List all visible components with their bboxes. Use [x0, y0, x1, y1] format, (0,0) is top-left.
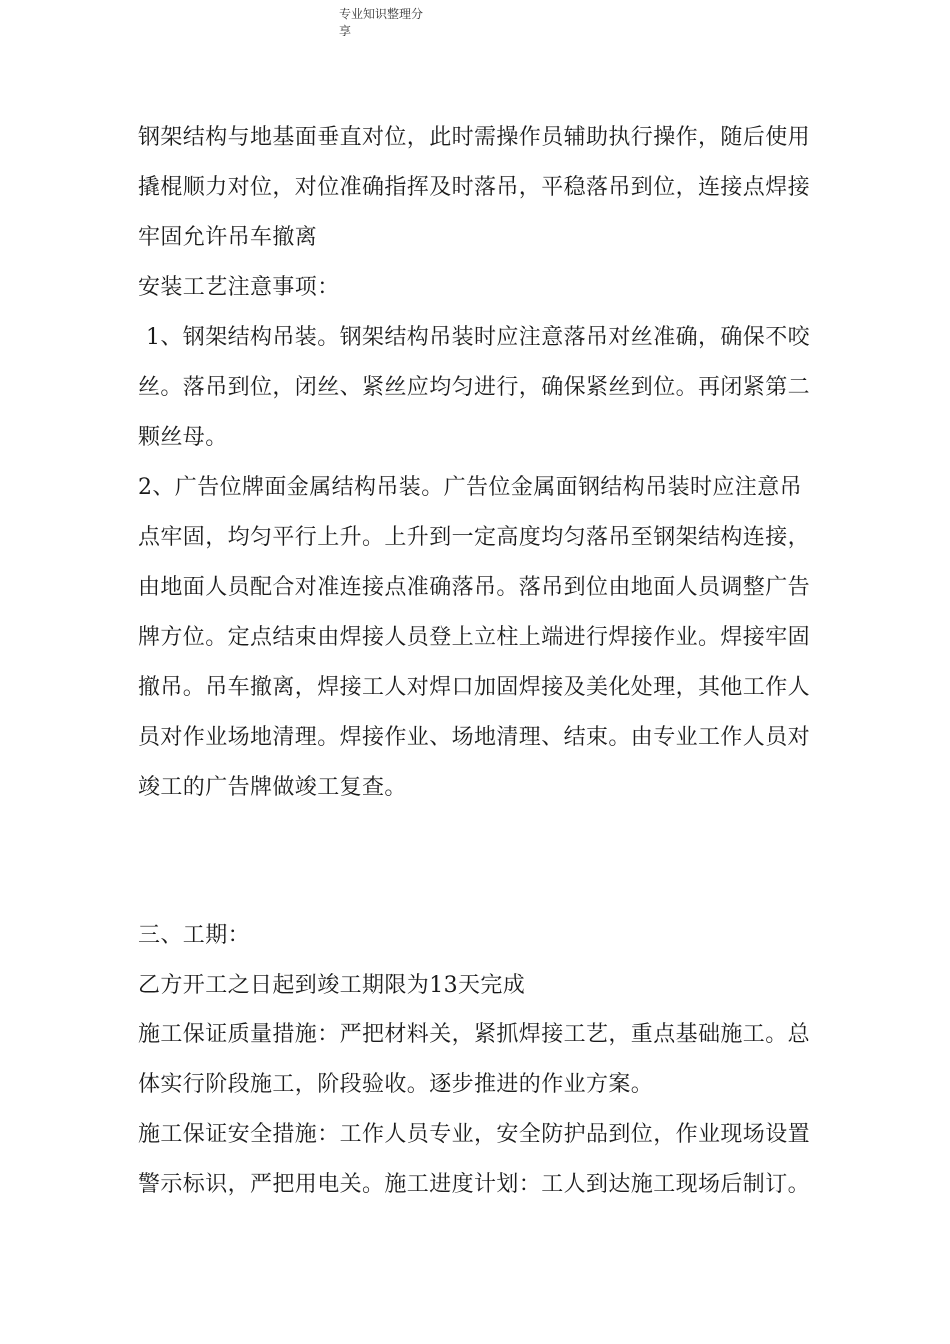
quality-line-2: 体实行阶段施工，阶段验收。逐步推进的作业方案。 — [138, 1072, 654, 1097]
item-2-line-7: 竣工的广告牌做竣工复查。 — [138, 775, 407, 800]
quality-line-1: 施工保证质量措施：严把材料关，紧抓焊接工艺，重点基础施工。总 — [138, 1022, 811, 1047]
safety-line-2: 警示标识，严把用电关。施工进度计划：工人到达施工现场后制订。 — [138, 1172, 811, 1197]
notes-heading: 安装工艺注意事项： — [138, 275, 340, 300]
period-text: 乙方开工之日起到竣工期限为13天完成 — [138, 973, 526, 998]
section-3-heading: 三、工期： — [138, 923, 251, 948]
item-2-line-4: 牌方位。定点结束由焊接人员登上立柱上端进行焊接作业。焊接牢固 — [138, 625, 811, 650]
paragraph-1-line-1: 钢架结构与地基面垂直对位，此时需操作员辅助执行操作，随后使用 — [138, 125, 811, 150]
item-2-line-2: 点牢固，均匀平行上升。上升到一定高度均匀落吊至钢架结构连接， — [138, 525, 811, 550]
item-1-line-2: 丝。落吊到位，闭丝、紧丝应均匀进行，确保紧丝到位。再闭紧第二 — [138, 375, 811, 400]
item-1-line-1: 1、钢架结构吊装。钢架结构吊装时应注意落吊对丝准确，确保不咬 — [146, 325, 810, 350]
item-2-line-1: 2、广告位牌面金属结构吊装。广告位金属面钢结构吊装时应注意吊 — [138, 475, 802, 500]
page-header — [339, 6, 459, 40]
safety-line-1: 施工保证安全措施：工作人员专业，安全防护品到位，作业现场设置 — [138, 1122, 811, 1147]
item-2-line-5: 撤吊。吊车撤离，焊接工人对焊口加固焊接及美化处理，其他工作人 — [138, 675, 811, 700]
header-line-1: 专业知识整理分 — [339, 7, 424, 21]
header-line-2: 享 — [339, 24, 352, 38]
item-1-line-3: 颗丝母。 — [138, 425, 228, 450]
item-2-line-6: 员对作业场地清理。焊接作业、场地清理、结束。由专业工作人员对 — [138, 725, 811, 750]
item-2-line-3: 由地面人员配合对准连接点准确落吊。落吊到位由地面人员调整广告 — [138, 575, 811, 600]
paragraph-1-line-3: 牢固允许吊车撤离 — [138, 225, 318, 250]
paragraph-1-line-2: 撬棍顺力对位，对位准确指挥及时落吊，平稳落吊到位，连接点焊接 — [138, 175, 811, 200]
